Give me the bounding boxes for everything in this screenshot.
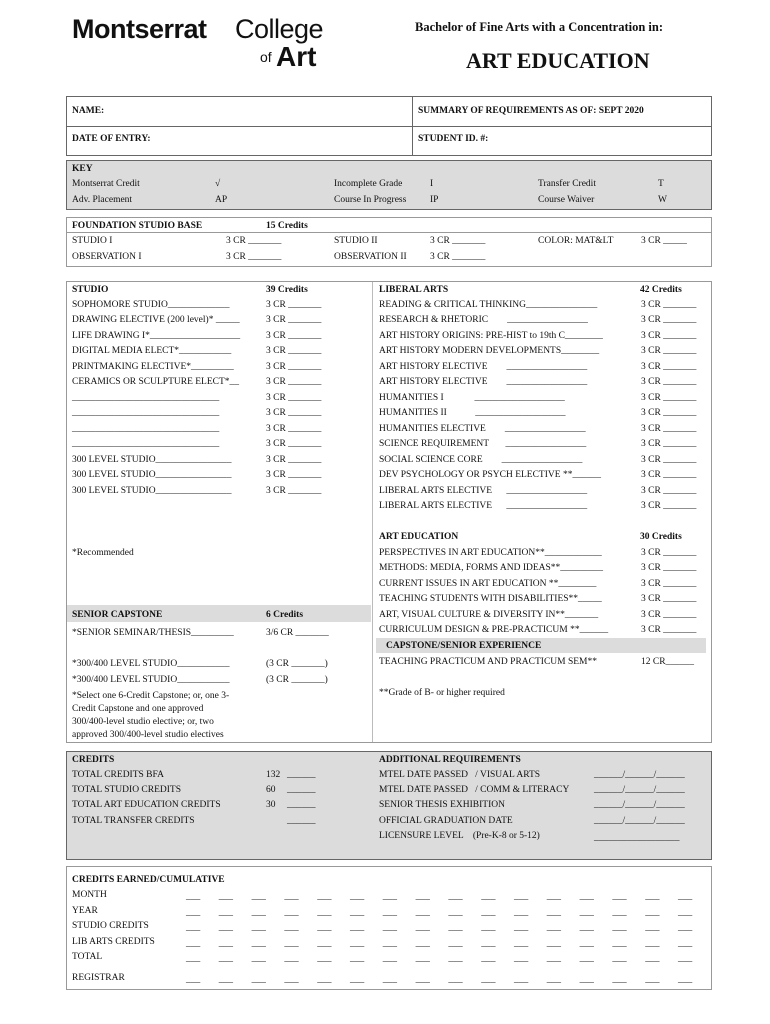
list-item: RESEARCH & RHETORIC _________________ [379, 315, 588, 325]
list-item: SCIENCE REQUIREMENT _________________ [379, 439, 587, 449]
capstone-experience-heading: CAPSTONE/SENIOR EXPERIENCE [386, 641, 542, 651]
list-item-credit: 3 CR _______ [266, 393, 322, 403]
list-item-credit: 3 CR _______ [266, 408, 322, 418]
list-item-credit: 3 CR _______ [641, 594, 697, 604]
earned-blank-cell: ___ [546, 954, 562, 964]
list-item: CURRENT ISSUES IN ART EDUCATION **________ [379, 579, 597, 589]
key-symbol: IP [430, 195, 439, 205]
key-label: Course In Progress [334, 195, 407, 205]
earned-blank-cell: ___ [218, 892, 234, 902]
key-heading: KEY [72, 164, 93, 174]
capstone-note-line: 300/400-level studio elective; or, two [72, 717, 214, 727]
earned-blank-cell: ___ [218, 954, 234, 964]
capstone-studio-item: *300/400 LEVEL STUDIO___________ [72, 675, 230, 685]
list-item-credit: 3 CR _______ [641, 470, 697, 480]
earned-blank-cell: ___ [579, 923, 594, 933]
earned-blank-cell: ___ [481, 892, 496, 902]
earned-blank-cell: ___ [382, 923, 398, 933]
logo-montserrat: Montserrat [72, 14, 207, 44]
earned-blank-cell: ___ [284, 975, 299, 985]
earned-blank-cell: ___ [415, 908, 430, 918]
list-item-credit: 3 CR _______ [266, 331, 322, 341]
senior-seminar-credit: 3/6 CR _______ [266, 628, 329, 638]
additional-requirement-label: MTEL DATE PASSED / COMM & LITERACY [379, 785, 570, 795]
earned-row-label: YEAR [72, 906, 98, 916]
earned-blank-cell: ___ [546, 923, 562, 933]
logo-of: of [260, 49, 272, 65]
list-item: LIBERAL ARTS ELECTIVE _________________ [379, 486, 588, 496]
earned-blank-cell: ___ [612, 908, 627, 918]
list-item-credit: 3 CR _______ [641, 300, 697, 310]
earned-blank-cell: ___ [645, 923, 660, 933]
earned-blank-cell: ___ [678, 908, 693, 918]
additional-requirement-label: SENIOR THESIS EXHIBITION [379, 800, 505, 810]
earned-blank-cell: ___ [251, 908, 266, 918]
grade-note: **Grade of B- or higher required [379, 688, 505, 698]
additional-requirement-date: __________________ [594, 833, 680, 843]
earned-blank-cell: ___ [251, 923, 266, 933]
additional-requirement-label: OFFICIAL GRADUATION DATE [379, 816, 513, 826]
senior-seminar-item: *SENIOR SEMINAR/THESIS_________ [72, 628, 234, 638]
earned-blank-cell: ___ [678, 892, 693, 902]
course-name: OBSERVATION I [72, 252, 142, 262]
list-item-credit: 3 CR _______ [266, 470, 322, 480]
earned-blank-cell: ___ [382, 954, 398, 964]
earned-blank-cell: ___ [678, 975, 693, 985]
course-name: COLOR: MAT&LT [538, 236, 614, 246]
list-item-credit: 3 CR _______ [641, 377, 697, 387]
studio-credits: 39 Credits [266, 285, 308, 295]
list-item-credit: 3 CR _______ [641, 393, 697, 403]
additional-requirement-date: ______/______/______ [594, 816, 685, 826]
list-item-credit: 3 CR _______ [641, 315, 697, 325]
earned-blank-cell: ___ [218, 939, 234, 949]
credit-total-blank: ______ [287, 785, 316, 795]
earned-blank-cell: ___ [448, 954, 463, 964]
earned-row-label: MONTH [72, 890, 107, 900]
list-item: HUMANITIES ELECTIVE _________________ [379, 424, 586, 434]
list-item: CURRICULUM DESIGN & PRE-PRACTICUM **______ [379, 625, 609, 635]
list-item-credit: 3 CR _______ [641, 501, 697, 511]
earned-blank-cell: ___ [317, 923, 332, 933]
list-item-credit: 3 CR _______ [266, 377, 322, 387]
earned-blank-cell: ___ [186, 975, 201, 985]
list-item: TEACHING STUDENTS WITH DISABILITIES**_____ [379, 594, 602, 604]
earned-blank-cell: ___ [382, 939, 398, 949]
earned-blank-cell: ___ [514, 939, 529, 949]
earned-blank-cell: ___ [186, 939, 201, 949]
credit-total-blank: ______ [287, 800, 316, 810]
list-item: SOCIAL SCIENCE CORE _________________ [379, 455, 583, 465]
earned-blank-cell: ___ [612, 954, 627, 964]
earned-blank-cell: ___ [579, 975, 594, 985]
earned-blank-cell: ___ [612, 975, 627, 985]
course-credit: 3 CR _______ [226, 252, 282, 262]
logo-art: Art [276, 41, 317, 72]
liberal-arts-credits: 42 Credits [640, 285, 682, 295]
earned-blank-cell: ___ [678, 923, 693, 933]
earned-blank-cell: ___ [645, 954, 660, 964]
earned-blank-cell: ___ [481, 954, 496, 964]
degree-subtitle: Bachelor of Fine Arts with a Concentration in: [415, 20, 664, 34]
list-item-credit: 3 CR _______ [266, 315, 322, 325]
capstone-note-line: approved 300/400-level studio electives [72, 730, 224, 740]
list-item: DEV PSYCHOLOGY OR PSYCH ELECTIVE **______ [379, 470, 601, 480]
list-item: READING & CRITICAL THINKING_______________ [379, 300, 598, 310]
credit-total-label: TOTAL CREDITS BFA [72, 770, 164, 780]
list-item: PRINTMAKING ELECTIVE*_________ [72, 362, 234, 372]
logo-college: College [235, 14, 324, 44]
list-item: _______________________________ [72, 439, 220, 449]
capstone-note-line: Credit Capstone and one approved [72, 704, 204, 714]
practicum-item: TEACHING PRACTICUM AND PRACTICUM SEM** [379, 657, 597, 667]
earned-blank-cell: ___ [448, 975, 463, 985]
foundation-credits: 15 Credits [266, 221, 308, 231]
earned-row-label: LIB ARTS CREDITS [72, 937, 155, 947]
list-item-credit: 3 CR _______ [641, 362, 697, 372]
credits-heading: CREDITS [72, 755, 115, 765]
earned-blank-cell: ___ [251, 939, 266, 949]
list-item: CERAMICS OR SCULPTURE ELECT*__ [72, 377, 240, 387]
list-item-credit: 3 CR _______ [266, 300, 322, 310]
course-credit: 3 CR _______ [430, 252, 486, 262]
credit-total-value: 30 [266, 800, 276, 810]
additional-requirement-date: ______/______/______ [594, 785, 685, 795]
earned-blank-cell: ___ [284, 939, 299, 949]
credit-total-label: TOTAL TRANSFER CREDITS [72, 816, 195, 826]
list-item: ART HISTORY ORIGINS: PRE-HIST to 19th C________ [379, 331, 603, 341]
list-item: ART HISTORY MODERN DEVELOPMENTS________ [379, 346, 600, 356]
course-credit: 3 CR _____ [641, 236, 687, 246]
earned-blank-cell: ___ [251, 892, 266, 902]
additional-requirements-heading: ADDITIONAL REQUIREMENTS [379, 755, 521, 765]
additional-requirement-date: ______/______/______ [594, 770, 685, 780]
art-education-credits: 30 Credits [640, 532, 682, 542]
earned-blank-cell: ___ [350, 954, 365, 964]
list-item-credit: 3 CR _______ [266, 439, 322, 449]
earned-blank-cell: ___ [350, 908, 365, 918]
capstone-studio-credit: (3 CR _______) [266, 675, 328, 685]
senior-capstone-credits: 6 Credits [266, 610, 304, 620]
list-item: LIBERAL ARTS ELECTIVE _________________ [379, 501, 588, 511]
list-item: 300 LEVEL STUDIO________________ [72, 470, 232, 480]
list-item: DRAWING ELECTIVE (200 level)* _____ [72, 315, 240, 325]
earned-blank-cell: ___ [579, 954, 594, 964]
list-item-credit: 3 CR _______ [641, 424, 697, 434]
earned-blank-cell: ___ [448, 908, 463, 918]
earned-blank-cell: ___ [218, 923, 234, 933]
key-label: Incomplete Grade [334, 179, 403, 189]
earned-blank-cell: ___ [481, 908, 496, 918]
earned-blank-cell: ___ [481, 939, 496, 949]
list-item: _______________________________ [72, 393, 220, 403]
credit-total-value: 132 [266, 770, 281, 780]
earned-blank-cell: ___ [382, 975, 398, 985]
earned-blank-cell: ___ [284, 892, 299, 902]
foundation-heading: FOUNDATION STUDIO BASE [72, 221, 203, 231]
list-item: HUMANITIES II ___________________ [379, 408, 566, 418]
earned-blank-cell: ___ [514, 954, 529, 964]
earned-blank-cell: ___ [350, 975, 365, 985]
additional-requirement-label: LICENSURE LEVEL (Pre-K-8 or 5-12) [379, 831, 540, 841]
earned-blank-cell: ___ [514, 892, 529, 902]
earned-blank-cell: ___ [284, 954, 299, 964]
list-item-credit: 3 CR _______ [641, 439, 697, 449]
earned-blank-cell: ___ [546, 908, 562, 918]
list-item-credit: 3 CR _______ [641, 625, 697, 635]
earned-blank-cell: ___ [645, 975, 660, 985]
course-name: OBSERVATION II [334, 252, 407, 262]
practicum-credit: 12 CR______ [641, 657, 695, 667]
list-item-credit: 3 CR _______ [266, 346, 322, 356]
college-logo [72, 14, 332, 76]
credit-total-label: TOTAL ART EDUCATION CREDITS [72, 800, 221, 810]
earned-blank-cell: ___ [382, 908, 398, 918]
earned-blank-cell: ___ [612, 892, 627, 902]
list-item: 300 LEVEL STUDIO________________ [72, 486, 232, 496]
list-item: DIGITAL MEDIA ELECT*___________ [72, 346, 232, 356]
earned-blank-cell: ___ [317, 939, 332, 949]
earned-blank-cell: ___ [415, 892, 430, 902]
earned-blank-cell: ___ [186, 923, 201, 933]
course-credit: 3 CR _______ [430, 236, 486, 246]
earned-blank-cell: ___ [448, 923, 463, 933]
earned-blank-cell: ___ [284, 908, 299, 918]
credit-total-blank: ______ [287, 816, 316, 826]
list-item-credit: 3 CR _______ [641, 610, 697, 620]
list-item-credit: 3 CR _______ [641, 408, 697, 418]
earned-blank-cell: ___ [382, 892, 398, 902]
earned-blank-cell: ___ [612, 939, 627, 949]
earned-blank-cell: ___ [514, 975, 529, 985]
list-item-credit: 3 CR _______ [641, 579, 697, 589]
earned-blank-cell: ___ [448, 939, 463, 949]
earned-blank-cell: ___ [218, 975, 234, 985]
capstone-studio-credit: (3 CR _______) [266, 659, 328, 669]
earned-blank-cell: ___ [645, 892, 660, 902]
key-label: Course Waiver [538, 195, 595, 205]
course-credit: 3 CR _______ [226, 236, 282, 246]
list-item: ART HISTORY ELECTIVE _________________ [379, 377, 588, 387]
list-item: LIFE DRAWING I*___________________ [72, 331, 241, 341]
earned-blank-cell: ___ [350, 892, 365, 902]
earned-blank-cell: ___ [415, 975, 430, 985]
art-education-heading: ART EDUCATION [379, 532, 459, 542]
earned-blank-cell: ___ [481, 923, 496, 933]
senior-capstone-heading: SENIOR CAPSTONE [72, 610, 163, 620]
earned-blank-cell: ___ [415, 923, 430, 933]
earned-blank-cell: ___ [317, 908, 332, 918]
earned-blank-cell: ___ [579, 892, 594, 902]
additional-requirement-label: MTEL DATE PASSED / VISUAL ARTS [379, 770, 541, 780]
earned-blank-cell: ___ [678, 954, 693, 964]
credit-total-blank: ______ [287, 770, 316, 780]
key-symbol: √ [215, 179, 221, 189]
earned-blank-cell: ___ [448, 892, 463, 902]
additional-requirement-date: ______/______/______ [594, 800, 685, 810]
earned-blank-cell: ___ [415, 954, 430, 964]
capstone-note-line: *Select one 6-Credit Capstone; or, one 3- [72, 691, 230, 701]
list-item: PERSPECTIVES IN ART EDUCATION**____________ [379, 548, 602, 558]
list-item: HUMANITIES I ___________________ [379, 393, 565, 403]
earned-blank-cell: ___ [612, 923, 627, 933]
course-name: STUDIO I [72, 236, 113, 246]
credit-total-value: 60 [266, 785, 276, 795]
earned-blank-cell: ___ [546, 975, 562, 985]
course-name: STUDIO II [334, 236, 378, 246]
capstone-studio-item: *300/400 LEVEL STUDIO___________ [72, 659, 230, 669]
student-id-label: STUDENT ID. #: [418, 134, 489, 144]
earned-blank-cell: ___ [546, 892, 562, 902]
earned-blank-cell: ___ [251, 975, 266, 985]
earned-row-label: STUDIO CREDITS [72, 921, 149, 931]
earned-blank-cell: ___ [317, 892, 332, 902]
earned-blank-cell: ___ [514, 908, 529, 918]
studio-heading: STUDIO [72, 285, 109, 295]
credit-total-label: TOTAL STUDIO CREDITS [72, 785, 182, 795]
liberal-arts-heading: LIBERAL ARTS [379, 285, 449, 295]
page-title: ART EDUCATION [466, 48, 650, 73]
earned-blank-cell: ___ [481, 975, 496, 985]
earned-blank-cell: ___ [317, 954, 332, 964]
earned-blank-cell: ___ [350, 939, 365, 949]
list-item-credit: 3 CR _______ [266, 455, 322, 465]
list-item: SOPHOMORE STUDIO_____________ [72, 300, 230, 310]
recommended-note: *Recommended [72, 548, 134, 558]
earned-blank-cell: ___ [317, 975, 332, 985]
key-symbol: W [658, 195, 667, 205]
list-item: ART HISTORY ELECTIVE _________________ [379, 362, 588, 372]
list-item-credit: 3 CR _______ [641, 331, 697, 341]
list-item-credit: 3 CR _______ [641, 455, 697, 465]
list-item-credit: 3 CR _______ [266, 424, 322, 434]
earned-blank-cell: ___ [579, 908, 594, 918]
list-item-credit: 3 CR _______ [641, 548, 697, 558]
earned-blank-cell: ___ [579, 939, 594, 949]
list-item-credit: 3 CR _______ [641, 346, 697, 356]
earned-blank-cell: ___ [415, 939, 430, 949]
key-label: Adv. Placement [72, 195, 133, 205]
summary-label: SUMMARY OF REQUIREMENTS AS OF: SEPT 2020 [418, 106, 644, 116]
key-label: Montserrat Credit [72, 179, 140, 189]
list-item: _______________________________ [72, 424, 220, 434]
earned-blank-cell: ___ [186, 908, 201, 918]
key-symbol: T [658, 179, 664, 189]
list-item-credit: 3 CR _______ [641, 563, 697, 573]
earned-row-label: TOTAL [72, 952, 103, 962]
list-item-credit: 3 CR _______ [266, 362, 322, 372]
list-item: ART, VISUAL CULTURE & DIVERSITY IN**_______ [379, 610, 599, 620]
list-item-credit: 3 CR _______ [266, 486, 322, 496]
list-item-credit: 3 CR _______ [641, 486, 697, 496]
list-item: METHODS: MEDIA, FORMS AND IDEAS**_________ [379, 563, 604, 573]
list-item: _______________________________ [72, 408, 220, 418]
earned-blank-cell: ___ [284, 923, 299, 933]
earned-blank-cell: ___ [678, 939, 693, 949]
key-symbol: I [430, 179, 434, 189]
earned-blank-cell: ___ [186, 892, 201, 902]
name-label: NAME: [72, 106, 105, 116]
earned-blank-cell: ___ [514, 923, 529, 933]
earned-blank-cell: ___ [645, 939, 660, 949]
key-symbol: AP [215, 195, 228, 205]
list-item: 300 LEVEL STUDIO________________ [72, 455, 232, 465]
credits-earned-heading: CREDITS EARNED/CUMULATIVE [72, 875, 225, 885]
date-of-entry-label: DATE OF ENTRY: [72, 134, 151, 144]
key-label: Transfer Credit [538, 179, 596, 189]
earned-blank-cell: ___ [546, 939, 562, 949]
earned-blank-cell: ___ [645, 908, 660, 918]
earned-blank-cell: ___ [251, 954, 266, 964]
earned-blank-cell: ___ [186, 954, 201, 964]
earned-blank-cell: ___ [350, 923, 365, 933]
earned-row-label: REGISTRAR [72, 973, 125, 983]
earned-blank-cell: ___ [218, 908, 234, 918]
